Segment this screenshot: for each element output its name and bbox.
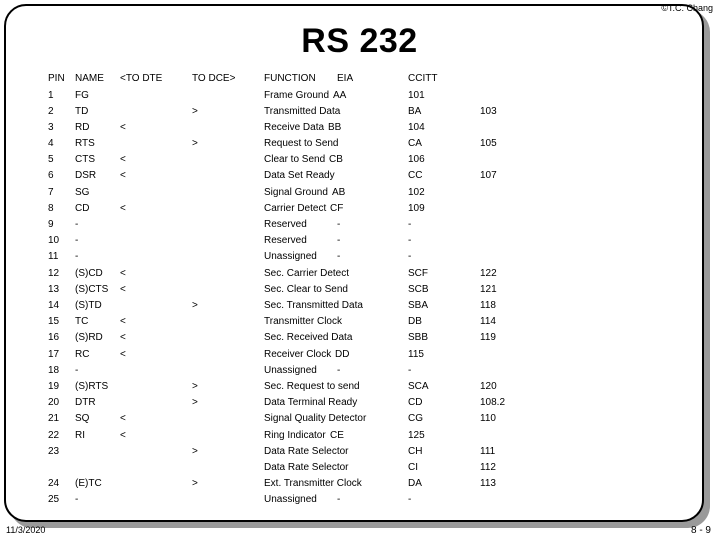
- cell-pin: 22: [48, 430, 60, 441]
- cell-name: DSR: [75, 170, 97, 181]
- cell-eia: AB: [332, 187, 346, 198]
- cell-name: -: [75, 494, 79, 505]
- cell-eia: DD: [335, 349, 350, 360]
- cell-pin: 20: [48, 397, 60, 408]
- cell-to-dte: <: [120, 203, 126, 214]
- cell-pin: 23: [48, 446, 60, 457]
- header-eia: EIA: [337, 73, 354, 84]
- cell-function: Signal Ground: [264, 187, 328, 198]
- cell-pin: 24: [48, 478, 60, 489]
- cell-extra: 111: [480, 446, 496, 457]
- cell-to-dce: >: [192, 138, 198, 149]
- cell-extra: 120: [480, 381, 497, 392]
- cell-ccitt: 104: [408, 122, 425, 133]
- slide-title: RS 232: [301, 22, 418, 60]
- cell-ccitt: 109: [408, 203, 425, 214]
- cell-name: CD: [75, 203, 90, 214]
- cell-eia: -: [337, 251, 341, 262]
- cell-function: Receive Data: [264, 122, 325, 133]
- cell-pin: 14: [48, 300, 60, 311]
- cell-pin: 1: [48, 90, 54, 101]
- cell-pin: 17: [48, 349, 60, 360]
- cell-ccitt: SCB: [408, 284, 429, 295]
- cell-function: Receiver Clock: [264, 349, 332, 360]
- cell-to-dte: <: [120, 316, 126, 327]
- cell-ccitt: -: [408, 235, 412, 246]
- cell-extra: 121: [480, 284, 497, 295]
- cell-pin: 7: [48, 187, 54, 198]
- cell-name: (S)TD: [75, 300, 102, 311]
- cell-ccitt: CI: [408, 462, 418, 473]
- header-ccitt: CCITT: [408, 73, 438, 84]
- cell-pin: 10: [48, 235, 60, 246]
- cell-eia: CB: [329, 154, 343, 165]
- cell-eia: -: [337, 494, 341, 505]
- header-name: NAME: [75, 73, 104, 84]
- cell-pin: 19: [48, 381, 60, 392]
- cell-ccitt: CA: [408, 138, 422, 149]
- cell-pin: 25: [48, 494, 60, 505]
- cell-extra: 110: [480, 413, 496, 424]
- cell-function: Sec. Received Data: [264, 332, 353, 343]
- cell-extra: 122: [480, 268, 497, 279]
- cell-name: CTS: [75, 154, 95, 165]
- cell-name: (S)RTS: [75, 381, 109, 392]
- cell-name: FG: [75, 90, 89, 101]
- cell-pin: 4: [48, 138, 54, 149]
- cell-extra: 103: [480, 106, 497, 117]
- cell-extra: 113: [480, 478, 496, 489]
- cell-to-dte: <: [120, 430, 126, 441]
- cell-function: Unassigned: [264, 365, 317, 376]
- cell-ccitt: -: [408, 219, 412, 230]
- cell-ccitt: -: [408, 365, 412, 376]
- cell-extra: 105: [480, 138, 497, 149]
- cell-function: Reserved: [264, 219, 307, 230]
- cell-name: -: [75, 365, 79, 376]
- cell-ccitt: 101: [408, 90, 425, 101]
- cell-extra: 107: [480, 170, 497, 181]
- cell-function: Reserved: [264, 235, 307, 246]
- cell-function: Sec. Clear to Send: [264, 284, 348, 295]
- cell-pin: 16: [48, 332, 60, 343]
- cell-pin: 11: [48, 251, 59, 262]
- cell-ccitt: -: [408, 494, 412, 505]
- cell-extra: 112: [480, 462, 496, 473]
- cell-pin: 2: [48, 106, 54, 117]
- cell-eia: BB: [328, 122, 342, 133]
- cell-name: SQ: [75, 413, 90, 424]
- cell-to-dte: <: [120, 268, 126, 279]
- cell-name: (E)TC: [75, 478, 102, 489]
- cell-name: -: [75, 219, 79, 230]
- cell-pin: 13: [48, 284, 60, 295]
- cell-ccitt: SBB: [408, 332, 429, 343]
- cell-to-dte: <: [120, 349, 126, 360]
- cell-pin: 18: [48, 365, 60, 376]
- cell-function: Clear to Send: [264, 154, 326, 165]
- cell-function: Ext. Transmitter Clock: [264, 478, 362, 489]
- cell-to-dce: >: [192, 300, 198, 311]
- cell-function: Data Rate Selector: [264, 446, 349, 457]
- cell-name: RTS: [75, 138, 95, 149]
- cell-to-dte: <: [120, 122, 126, 133]
- cell-name: RC: [75, 349, 90, 360]
- cell-to-dte: <: [120, 170, 126, 181]
- cell-ccitt: SBA: [408, 300, 429, 311]
- cell-ccitt: 102: [408, 187, 425, 198]
- slide-frame: [4, 4, 704, 522]
- cell-eia: CE: [330, 430, 344, 441]
- header-to-dte: <TO DTE: [120, 73, 163, 84]
- cell-pin: 5: [48, 154, 54, 165]
- cell-to-dte: <: [120, 332, 126, 343]
- cell-function: Sec. Transmitted Data: [264, 300, 363, 311]
- cell-extra: 119: [480, 332, 496, 343]
- header-pin: PIN: [48, 73, 65, 84]
- cell-ccitt: 106: [408, 154, 425, 165]
- cell-pin: 21: [48, 413, 60, 424]
- cell-ccitt: DA: [408, 478, 422, 489]
- cell-eia: CF: [330, 203, 344, 214]
- cell-function: Transmitter Clock: [264, 316, 342, 327]
- cell-extra: 118: [480, 300, 496, 311]
- cell-name: -: [75, 235, 79, 246]
- cell-pin: 15: [48, 316, 60, 327]
- cell-ccitt: CD: [408, 397, 423, 408]
- cell-ccitt: CH: [408, 446, 423, 457]
- cell-function: Data Set Ready: [264, 170, 335, 181]
- footer-page-number: 8 - 9: [690, 525, 711, 536]
- cell-function: Data Rate Selector: [264, 462, 349, 473]
- cell-eia: -: [337, 365, 341, 376]
- cell-ccitt: DB: [408, 316, 422, 327]
- cell-to-dce: >: [192, 397, 198, 408]
- cell-name: RI: [75, 430, 85, 441]
- cell-function: Unassigned: [264, 494, 317, 505]
- cell-function: Transmitted Data: [264, 106, 341, 117]
- cell-ccitt: CG: [408, 413, 423, 424]
- cell-pin: 9: [48, 219, 54, 230]
- cell-ccitt: BA: [408, 106, 422, 117]
- cell-name: -: [75, 251, 79, 262]
- cell-to-dce: >: [192, 381, 198, 392]
- cell-pin: 3: [48, 122, 54, 133]
- cell-function: Sec. Carrier Detect: [264, 268, 350, 279]
- cell-to-dte: <: [120, 154, 126, 165]
- header-to-dce: TO DCE>: [192, 73, 236, 84]
- cell-extra: 114: [480, 316, 496, 327]
- cell-ccitt: SCF: [408, 268, 428, 279]
- cell-function: Carrier Detect: [264, 203, 327, 214]
- cell-function: Unassigned: [264, 251, 317, 262]
- cell-function: Frame Ground: [264, 90, 330, 101]
- cell-name: RD: [75, 122, 90, 133]
- cell-name: DTR: [75, 397, 96, 408]
- cell-eia: -: [337, 219, 341, 230]
- cell-ccitt: 125: [408, 430, 425, 441]
- cell-extra: 108.2: [480, 397, 506, 408]
- cell-to-dte: <: [120, 413, 126, 424]
- cell-name: (S)CTS: [75, 284, 109, 295]
- cell-name: (S)CD: [75, 268, 103, 279]
- cell-eia: -: [337, 235, 341, 246]
- cell-function: Data Terminal Ready: [264, 397, 358, 408]
- footer-date: 11/3/2020: [6, 525, 46, 535]
- cell-to-dce: >: [192, 478, 198, 489]
- cell-name: (S)RD: [75, 332, 103, 343]
- copyright-text: ©T.C. Chang: [661, 3, 713, 13]
- cell-ccitt: SCA: [408, 381, 429, 392]
- cell-function: Request to Send: [264, 138, 339, 149]
- cell-ccitt: 115: [408, 349, 424, 360]
- cell-function: Ring Indicator: [264, 430, 326, 441]
- header-function: FUNCTION: [264, 73, 316, 84]
- cell-to-dte: <: [120, 284, 126, 295]
- cell-function: Signal Quality Detector: [264, 413, 367, 424]
- cell-pin: 8: [48, 203, 54, 214]
- cell-pin: 12: [48, 268, 60, 279]
- cell-to-dce: >: [192, 446, 198, 457]
- cell-to-dce: >: [192, 106, 198, 117]
- cell-name: TD: [75, 106, 89, 117]
- cell-pin: 6: [48, 170, 54, 181]
- cell-ccitt: -: [408, 251, 412, 262]
- cell-function: Sec. Request to send: [264, 381, 360, 392]
- cell-ccitt: CC: [408, 170, 423, 181]
- cell-name: TC: [75, 316, 89, 327]
- cell-eia: AA: [333, 90, 347, 101]
- cell-name: SG: [75, 187, 90, 198]
